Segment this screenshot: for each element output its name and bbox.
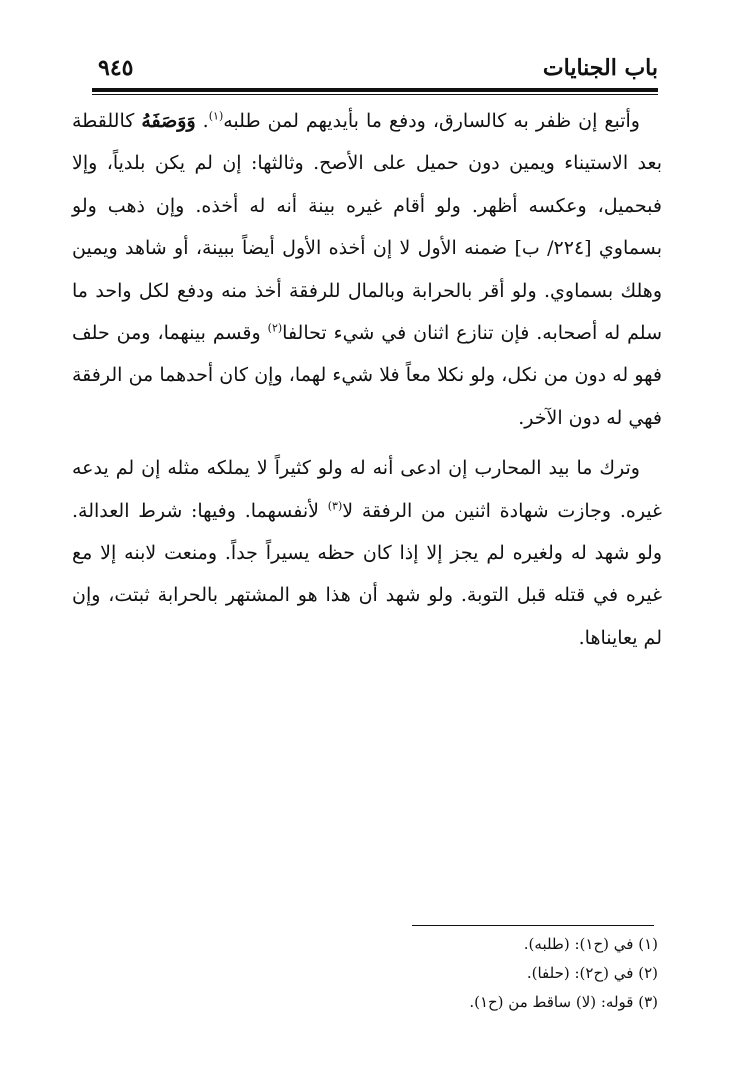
footnote-ref-3: (٣) <box>327 499 343 513</box>
footnote-1: (١) في (ح١): (طلبه). <box>523 935 658 953</box>
footnote-ref-1: (١) <box>208 109 224 123</box>
paragraph-1 <box>72 100 662 439</box>
page-header <box>92 50 658 90</box>
footnote-separator <box>412 925 654 926</box>
footnote-2: (٢) في (ح٢): (حلفا). <box>526 964 658 982</box>
paragraph-1-part-4: وقسم بينهما، ومن حلف فهو له دون من نكل، ولو نكلا معاً فلا شيء لهما، وإن كان أحدهما من الرفقة فهي له دون الآخر. <box>72 322 663 429</box>
paragraph-2 <box>72 447 662 659</box>
footnote-3: (٣) قوله: (لا) ساقط من (ح١). <box>469 993 658 1011</box>
running-title: باب الجنايات <box>542 55 658 81</box>
paragraph-2-part-1: وترك ما بيد المحارب إن ادعى أنه له ولو كثيراً لا يملكه مثله إن لم يدعه غيره. وجازت شهادة اثنين من الرفقة لا <box>72 457 662 522</box>
paragraph-2-part-2: لأنفسهما. وفيها: شرط العدالة. ولو شهد له ولغيره لم يجز إلا إذا كان حظه يسيراً جداً. ومنعت لابنه إلا مع غيره في قتله قبل التوبة. ولو شهد أن هذا هو المشتهر بالحرابة ثبتت، وإن لم يعايناها. <box>72 499 662 649</box>
paragraph-1-part-3: كاللقطة بعد الاستيناء ويمين دون حميل على الأصح. وثالثها: إن لم يكن بلدياً، وإلا فبحميل، وعكسه أظهر. ولو أقام غيره بينة أنه له أخذه. وإن ذهب ولو بسماوي [٢٢٤/ ب] ضمنه الأول لا إن أخذه الأول أيضاً ببينة، أو شاهد ويمين وهلك بسماوي. ولو أقر بالحرابة وبالمال للرفقة أخذ منه ودفع لكل واحد ما سلم له أصحابه. فإن تنازع اثنان في شيء تحالفا <box>72 110 662 345</box>
footnote-ref-2: (٢) <box>267 321 283 335</box>
page-number: ٩٤٥ <box>98 55 134 81</box>
paragraph-1-part-2: . <box>195 110 209 132</box>
header-rule-thick <box>92 88 658 92</box>
header-rule-thin <box>92 94 658 95</box>
emphasized-term: وَوَصَفَهُ <box>141 110 196 132</box>
main-text <box>72 100 662 659</box>
footnotes <box>300 930 658 1017</box>
paragraph-1-part-1: وأتبع إن ظفر به كالسارق، ودفع ما بأيديهم لمن طلبه <box>223 110 640 132</box>
